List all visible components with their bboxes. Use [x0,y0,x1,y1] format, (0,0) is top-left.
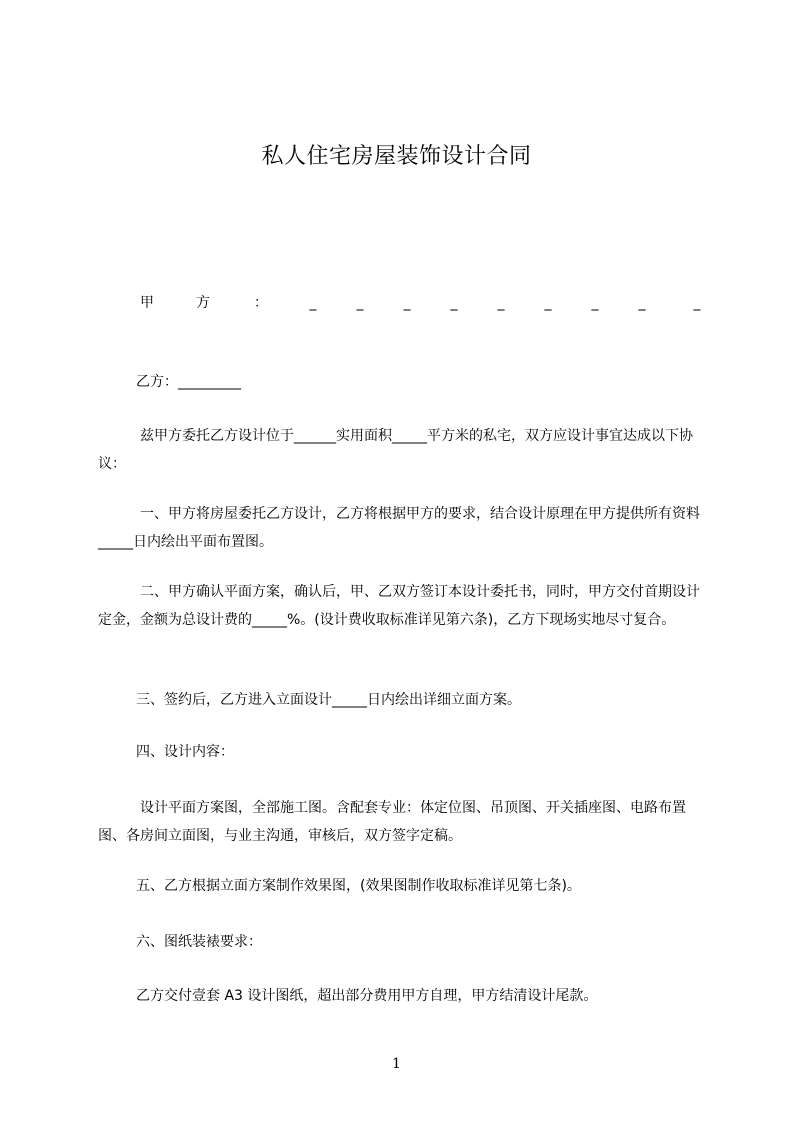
clause-5: 五、乙方根据立面方案制作效果图，(效果图制作收取标准详见第七条)。 [136,878,581,894]
clause-4-heading: 四、设计内容： [136,744,234,760]
party-a-blank: _ [450,295,458,311]
party-a-blank: _ [403,295,411,311]
page-number: 1 [392,1056,401,1072]
party-a-blank: _ [309,295,317,311]
party-a-label-char1: 甲 [140,295,154,311]
clause-3: 三、签约后，乙方进入立面设计_____日内绘出详细立面方案。 [136,692,521,708]
contract-title: 私人住宅房屋装饰设计合同 [261,144,532,169]
party-a-blank: _ [497,295,505,311]
clause-4-body: 设计平面方案图，全部施工图。含配套专业：体定位图、吊顶图、开关插座图、电路布置图、各房间立面图，与业主沟通，审核后，双方签字定稿。 [98,800,686,844]
clause-6-heading: 六、图纸装裱要求： [136,934,262,950]
party-a-blank: _ [544,295,552,311]
party-a-blank: _ [591,295,599,311]
clause-1: 一、甲方将房屋委托乙方设计，乙方将根据甲方的要求，结合设计原理在甲方提供所有资料_____日内绘出平面布置图。 [98,506,700,550]
party-a-blank: _ [638,295,646,311]
clause-6-body: 乙方交付壹套 A3 设计图纸，超出部分费用甲方自理，甲方结清设计尾款。 [136,988,598,1004]
intro-paragraph: 兹甲方委托乙方设计位于______实用面积_____平方米的私宅，双方应设计事宜达成以下协议： [98,428,693,472]
party-a-label-char2: 方 [196,295,210,311]
party-a-blank: _ [356,295,364,311]
party-a-colon: ： [254,295,268,311]
party-b-line: 乙方：_________ [136,374,241,390]
clause-2: 二、甲方确认平面方案，确认后，甲、乙双方签订本设计委托书，同时，甲方交付首期设计定金，金额为总设计费的_____%。(设计费收取标准详见第六条)，乙方下现场实地尽寸复合。 [98,584,700,628]
party-a-blank: _ [693,295,701,311]
party-a-line [98,292,704,314]
